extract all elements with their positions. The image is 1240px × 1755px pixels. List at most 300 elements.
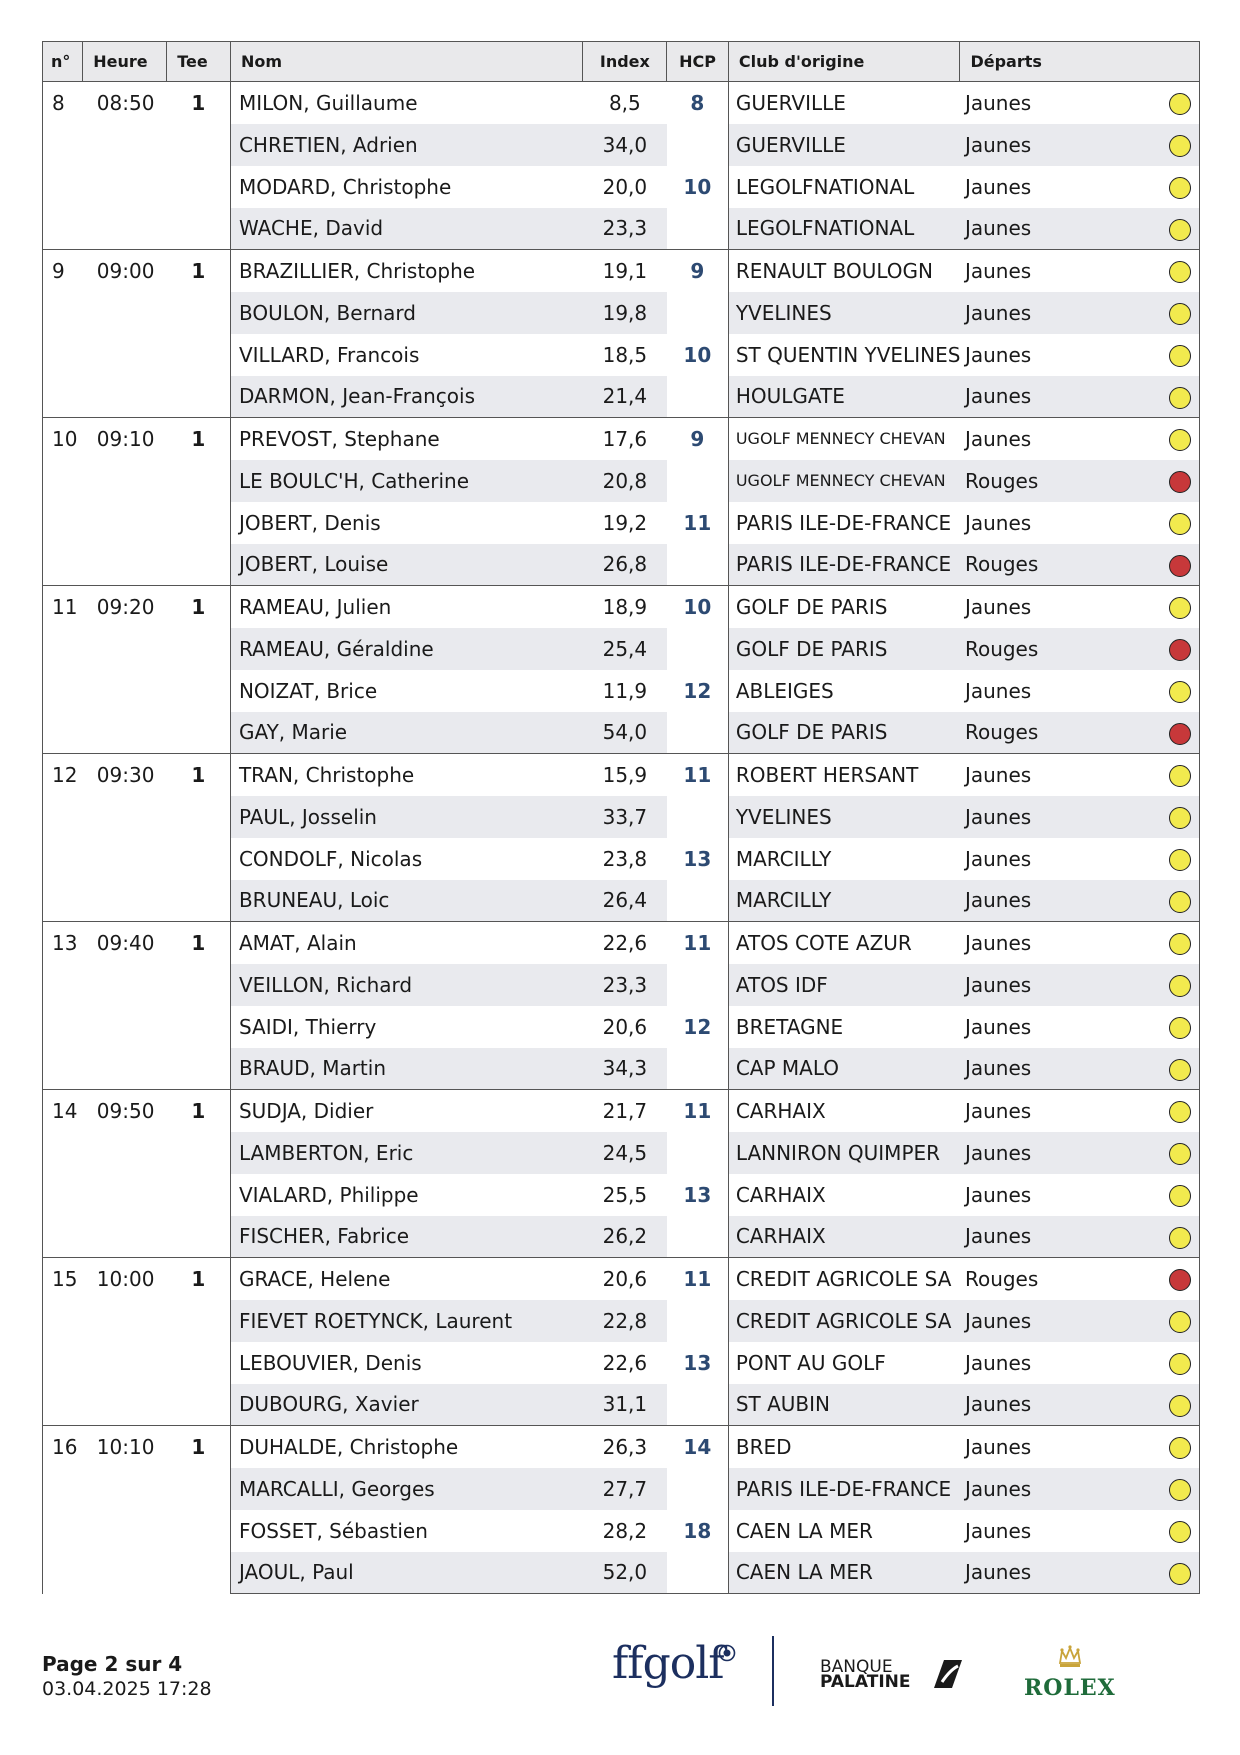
player-departure: Jaunes <box>960 418 1161 460</box>
tee-color-dot-icon <box>1169 387 1191 409</box>
player-row <box>43 922 1200 964</box>
player-name: SUDJA, Didier <box>230 1090 582 1132</box>
page-number: Page 2 sur 4 <box>42 1652 183 1676</box>
tee-time: 09:00 <box>83 250 167 418</box>
player-hcp: 9 <box>667 418 729 460</box>
player-departure: Rouges <box>960 712 1161 754</box>
player-name: BOULON, Bernard <box>230 292 582 334</box>
player-name: JOBERT, Louise <box>230 544 582 586</box>
player-name: BRAUD, Martin <box>230 1048 582 1090</box>
tee-color-dot-icon <box>1169 639 1191 661</box>
player-club: BRED <box>728 1426 960 1468</box>
col-header-club: Club d'origine <box>728 42 960 82</box>
player-hcp: 11 <box>667 1090 729 1132</box>
palatine-label: PALATINE <box>820 1672 911 1692</box>
player-index: 20,8 <box>583 460 667 502</box>
player-name: LEBOUVIER, Denis <box>230 1342 582 1384</box>
start-list-table <box>42 41 1200 1594</box>
tee-color-dot-icon <box>1169 177 1191 199</box>
tee-marker <box>1161 166 1199 208</box>
tee-time: 09:20 <box>83 586 167 754</box>
player-hcp <box>667 1384 729 1426</box>
tee-marker <box>1161 460 1199 502</box>
player-name: DUHALDE, Christophe <box>230 1426 582 1468</box>
player-club: LEGOLFNATIONAL <box>728 208 960 250</box>
player-departure: Jaunes <box>960 124 1161 166</box>
player-name: PREVOST, Stephane <box>230 418 582 460</box>
tee-number: 1 <box>167 1258 231 1426</box>
player-name: DARMON, Jean-François <box>230 376 582 418</box>
col-header-departs: Départs <box>960 42 1200 82</box>
player-index: 26,4 <box>583 880 667 922</box>
player-club: CARHAIX <box>728 1216 960 1258</box>
tee-color-dot-icon <box>1169 1227 1191 1249</box>
player-hcp: 12 <box>667 670 729 712</box>
player-club: CREDIT AGRICOLE SA <box>728 1300 960 1342</box>
tee-number: 1 <box>167 418 231 586</box>
player-hcp <box>667 964 729 1006</box>
tee-marker <box>1161 1006 1199 1048</box>
banque-label: BANQUE <box>820 1657 893 1677</box>
player-departure: Jaunes <box>960 796 1161 838</box>
flight-number: 9 <box>43 250 83 418</box>
tee-color-dot-icon <box>1169 303 1191 325</box>
player-hcp: 14 <box>667 1426 729 1468</box>
tee-marker <box>1161 376 1199 418</box>
player-departure: Jaunes <box>960 1300 1161 1342</box>
player-index: 19,2 <box>602 510 648 535</box>
player-club: GUERVILLE <box>728 82 960 124</box>
col-header-tee: Tee <box>167 42 231 82</box>
player-index: 19,1 <box>583 250 667 292</box>
player-departure: Jaunes <box>960 1384 1161 1426</box>
player-name: MARCALLI, Georges <box>230 1468 582 1510</box>
player-club: CAEN LA MER <box>728 1552 960 1594</box>
player-name: FISCHER, Fabrice <box>230 1216 582 1258</box>
player-hcp: 9 <box>667 250 729 292</box>
player-row <box>43 250 1200 292</box>
player-departure: Jaunes <box>960 964 1161 1006</box>
player-club: CARHAIX <box>728 1090 960 1132</box>
rolex-crown-icon <box>1057 1643 1083 1669</box>
tee-time: 09:40 <box>83 922 167 1090</box>
player-name: FOSSET, Sébastien <box>230 1510 582 1552</box>
tee-marker <box>1161 1048 1199 1090</box>
player-index: 33,7 <box>583 796 667 838</box>
player-index: 11,9 <box>602 678 648 703</box>
player-club: UGOLF MENNECY CHEVAN <box>728 418 960 460</box>
player-name: MILON, Guillaume <box>230 82 582 124</box>
tee-marker <box>1161 796 1199 838</box>
player-departure: Jaunes <box>960 922 1161 964</box>
player-club: MARCILLY <box>728 880 960 922</box>
player-club: ST AUBIN <box>728 1384 960 1426</box>
tee-color-dot-icon <box>1169 891 1191 913</box>
player-departure: Jaunes <box>960 250 1161 292</box>
col-header-number: n° <box>43 42 83 82</box>
tee-marker <box>1161 754 1199 796</box>
player-row <box>43 1426 1200 1468</box>
player-index: 54,0 <box>583 712 667 754</box>
player-club: GUERVILLE <box>728 124 960 166</box>
tee-color-dot-icon <box>1169 1353 1191 1375</box>
player-index: 26,2 <box>583 1216 667 1258</box>
tee-marker <box>1161 1132 1199 1174</box>
player-hcp: 18 <box>667 1510 729 1552</box>
player-index: 34,3 <box>583 1048 667 1090</box>
player-name: NOIZAT, Brice <box>230 670 582 712</box>
player-name: PAUL, Josselin <box>230 796 582 838</box>
player-index: 23,3 <box>583 964 667 1006</box>
player-hcp: 13 <box>667 838 729 880</box>
tee-color-dot-icon <box>1169 471 1191 493</box>
player-departure: Jaunes <box>964 678 1032 703</box>
player-departure: Jaunes <box>960 754 1161 796</box>
tee-marker <box>1161 82 1199 124</box>
ffgolf-mark-icon <box>718 1644 736 1662</box>
player-hcp <box>667 1468 729 1510</box>
player-index: 17,6 <box>583 418 667 460</box>
player-name: VEILLON, Richard <box>230 964 582 1006</box>
player-hcp <box>667 880 729 922</box>
player-hcp <box>667 1300 729 1342</box>
tee-marker <box>1161 1552 1199 1594</box>
tee-marker <box>1161 586 1199 628</box>
player-name: MODARD, Christophe <box>230 166 582 208</box>
player-club: ATOS COTE AZUR <box>728 922 960 964</box>
player-index: 19,8 <box>583 292 667 334</box>
tee-color-dot-icon <box>1169 1017 1191 1039</box>
tee-marker <box>1161 334 1199 376</box>
player-departure: Jaunes <box>960 82 1161 124</box>
flight-number: 14 <box>43 1090 83 1258</box>
flight-number: 8 <box>43 82 83 250</box>
player-club: ABLEIGES <box>728 670 960 712</box>
player-name: GAY, Marie <box>230 712 582 754</box>
player-departure: Jaunes <box>964 1182 1032 1207</box>
player-row <box>43 1258 1200 1300</box>
tee-color-dot-icon <box>1169 807 1191 829</box>
player-hcp <box>667 544 729 586</box>
player-hcp: 10 <box>667 334 729 376</box>
logo-separator <box>772 1636 774 1706</box>
player-index: 20,6 <box>583 1258 667 1300</box>
tee-color-dot-icon <box>1169 1185 1191 1207</box>
player-index: 23,3 <box>583 208 667 250</box>
tee-color-dot-icon <box>1169 597 1191 619</box>
player-name: CONDOLF, Nicolas <box>230 838 582 880</box>
tee-color-dot-icon <box>1169 93 1191 115</box>
player-index: 22,8 <box>583 1300 667 1342</box>
player-name: RAMEAU, Julien <box>230 586 582 628</box>
player-hcp: 8 <box>667 82 729 124</box>
tee-color-dot-icon <box>1169 1395 1191 1417</box>
player-name: VIALARD, Philippe <box>230 1174 582 1216</box>
col-header-index: Index <box>583 42 667 82</box>
tee-marker <box>1161 544 1199 586</box>
player-hcp <box>667 208 729 250</box>
player-index: 18,5 <box>602 342 648 367</box>
player-departure: Jaunes <box>960 1552 1161 1594</box>
player-name: RAMEAU, Géraldine <box>230 628 582 670</box>
print-date: 03.04.2025 17:28 <box>42 1678 212 1700</box>
player-name: LAMBERTON, Eric <box>230 1132 582 1174</box>
player-row <box>43 1090 1200 1132</box>
tee-marker <box>1161 208 1199 250</box>
player-club: GOLF DE PARIS <box>728 586 960 628</box>
player-hcp <box>667 712 729 754</box>
player-index: 18,9 <box>583 586 667 628</box>
player-club: UGOLF MENNECY CHEVAN <box>728 460 960 502</box>
flight-number: 15 <box>43 1258 83 1426</box>
player-name: GRACE, Helene <box>230 1258 582 1300</box>
player-departure: Jaunes <box>964 1350 1032 1375</box>
player-departure: Rouges <box>960 1258 1161 1300</box>
tee-marker <box>1161 922 1199 964</box>
tee-color-dot-icon <box>1169 765 1191 787</box>
player-hcp <box>667 796 729 838</box>
tee-marker <box>1161 712 1199 754</box>
tee-color-dot-icon <box>1169 1563 1191 1585</box>
tee-marker <box>1161 964 1199 1006</box>
player-name: LE BOULC'H, Catherine <box>230 460 582 502</box>
player-club: YVELINES <box>728 292 960 334</box>
tee-marker <box>1161 418 1199 460</box>
player-name: WACHE, David <box>230 208 582 250</box>
player-departure: Jaunes <box>960 586 1161 628</box>
player-hcp: 11 <box>667 502 729 544</box>
tee-color-dot-icon <box>1169 345 1191 367</box>
rolex-logo: ROLEX <box>1024 1675 1116 1701</box>
tee-marker <box>1161 1216 1199 1258</box>
tee-marker <box>1161 670 1199 712</box>
player-index: 26,3 <box>583 1426 667 1468</box>
player-index: 20,6 <box>602 1014 648 1039</box>
player-name: TRAN, Christophe <box>230 754 582 796</box>
banque-palatine-logo <box>820 1657 911 1692</box>
player-club: PARIS ILE-DE-FRANCE <box>728 502 960 544</box>
player-index: 21,4 <box>583 376 667 418</box>
player-index: 27,7 <box>583 1468 667 1510</box>
player-club: LEGOLFNATIONAL <box>728 166 960 208</box>
tee-time: 08:50 <box>83 82 167 250</box>
tee-color-dot-icon <box>1169 1269 1191 1291</box>
tee-number: 1 <box>167 754 231 922</box>
tee-color-dot-icon <box>1169 1311 1191 1333</box>
tee-marker <box>1161 1258 1199 1300</box>
player-index: 24,5 <box>583 1132 667 1174</box>
tee-color-dot-icon <box>1169 1143 1191 1165</box>
tee-time: 10:10 <box>83 1426 167 1594</box>
tee-time: 10:00 <box>83 1258 167 1426</box>
tee-marker <box>1161 124 1199 166</box>
tee-color-dot-icon <box>1169 219 1191 241</box>
tee-color-dot-icon <box>1169 723 1191 745</box>
flight-number: 13 <box>43 922 83 1090</box>
player-name: VILLARD, Francois <box>230 334 582 376</box>
player-hcp <box>667 1132 729 1174</box>
player-name: FIEVET ROETYNCK, Laurent <box>230 1300 582 1342</box>
tee-color-dot-icon <box>1169 1521 1191 1543</box>
player-club: MARCILLY <box>728 838 960 880</box>
tee-marker <box>1161 1426 1199 1468</box>
tee-time: 09:50 <box>83 1090 167 1258</box>
player-departure: Jaunes <box>964 1518 1032 1543</box>
player-club: PARIS ILE-DE-FRANCE <box>728 544 960 586</box>
player-club: CARHAIX <box>728 1174 960 1216</box>
player-hcp <box>667 460 729 502</box>
player-departure: Jaunes <box>960 1468 1161 1510</box>
player-index: 25,4 <box>583 628 667 670</box>
player-name: BRAZILLIER, Christophe <box>230 250 582 292</box>
player-club: ROBERT HERSANT <box>728 754 960 796</box>
player-club: YVELINES <box>728 796 960 838</box>
start-list-body <box>43 82 1200 1594</box>
player-departure: Jaunes <box>960 208 1161 250</box>
ffgolf-logo: ffgolf <box>612 1638 724 1689</box>
tee-marker <box>1161 838 1199 880</box>
tee-marker <box>1161 502 1199 544</box>
tee-marker <box>1161 250 1199 292</box>
tee-color-dot-icon <box>1169 1059 1191 1081</box>
player-hcp <box>667 292 729 334</box>
tee-color-dot-icon <box>1169 975 1191 997</box>
player-club: PARIS ILE-DE-FRANCE <box>728 1468 960 1510</box>
player-departure: Rouges <box>960 544 1161 586</box>
tee-color-dot-icon <box>1169 1479 1191 1501</box>
player-hcp <box>667 628 729 670</box>
player-name: BRUNEAU, Loic <box>230 880 582 922</box>
tee-color-dot-icon <box>1169 261 1191 283</box>
tee-color-dot-icon <box>1169 429 1191 451</box>
flight-number: 12 <box>43 754 83 922</box>
player-hcp <box>667 1216 729 1258</box>
player-departure: Jaunes <box>960 1132 1161 1174</box>
player-index: 31,1 <box>583 1384 667 1426</box>
player-index: 20,0 <box>602 174 648 199</box>
player-index: 15,9 <box>583 754 667 796</box>
tee-color-dot-icon <box>1169 681 1191 703</box>
player-departure: Jaunes <box>960 1216 1161 1258</box>
player-hcp <box>667 376 729 418</box>
flight-number: 11 <box>43 586 83 754</box>
player-index: 8,5 <box>583 82 667 124</box>
tee-marker <box>1161 1174 1199 1216</box>
player-name: AMAT, Alain <box>230 922 582 964</box>
player-hcp: 11 <box>667 922 729 964</box>
player-departure: Jaunes <box>964 1014 1032 1039</box>
tee-marker <box>1161 1510 1199 1552</box>
player-club: ST QUENTIN YVELINES <box>728 334 960 376</box>
player-row <box>43 418 1200 460</box>
player-hcp <box>667 1048 729 1090</box>
player-hcp: 10 <box>667 166 729 208</box>
player-club: LANNIRON QUIMPER <box>728 1132 960 1174</box>
player-hcp: 12 <box>667 1006 729 1048</box>
player-club: RENAULT BOULOGN <box>728 250 960 292</box>
player-departure: Jaunes <box>964 510 1032 535</box>
player-hcp: 10 <box>667 586 729 628</box>
player-row <box>43 586 1200 628</box>
player-club: CAEN LA MER <box>728 1510 960 1552</box>
tee-color-dot-icon <box>1169 135 1191 157</box>
tee-marker <box>1161 880 1199 922</box>
player-departure: Jaunes <box>960 880 1161 922</box>
player-hcp: 13 <box>667 1174 729 1216</box>
player-departure: Jaunes <box>960 1090 1161 1132</box>
player-club: ATOS IDF <box>728 964 960 1006</box>
player-index: 52,0 <box>583 1552 667 1594</box>
player-index: 23,8 <box>602 846 648 871</box>
tee-marker <box>1161 292 1199 334</box>
player-name: DUBOURG, Xavier <box>230 1384 582 1426</box>
tee-number: 1 <box>167 250 231 418</box>
player-departure: Jaunes <box>960 1426 1161 1468</box>
tee-time: 09:30 <box>83 754 167 922</box>
player-hcp: 13 <box>667 1342 729 1384</box>
player-departure: Jaunes <box>964 174 1032 199</box>
player-hcp: 11 <box>667 1258 729 1300</box>
player-index: 34,0 <box>583 124 667 166</box>
tee-color-dot-icon <box>1169 555 1191 577</box>
player-club: BRETAGNE <box>728 1006 960 1048</box>
player-row <box>43 754 1200 796</box>
player-index: 22,6 <box>602 1350 648 1375</box>
tee-color-dot-icon <box>1169 849 1191 871</box>
player-departure: Jaunes <box>964 846 1032 871</box>
player-departure: Jaunes <box>960 292 1161 334</box>
player-club: CREDIT AGRICOLE SA <box>728 1258 960 1300</box>
col-header-nom: Nom <box>230 42 582 82</box>
tee-marker <box>1161 628 1199 670</box>
tee-number: 1 <box>167 82 231 250</box>
tee-marker <box>1161 1300 1199 1342</box>
player-name: JAOUL, Paul <box>230 1552 582 1594</box>
palatine-sail-icon <box>928 1656 964 1690</box>
player-name: JOBERT, Denis <box>230 502 582 544</box>
player-index: 25,5 <box>602 1182 648 1207</box>
tee-marker <box>1161 1384 1199 1426</box>
table-header-row <box>43 42 1200 82</box>
player-club: CAP MALO <box>728 1048 960 1090</box>
tee-marker <box>1161 1342 1199 1384</box>
player-name: CHRETIEN, Adrien <box>230 124 582 166</box>
player-departure: Jaunes <box>964 342 1032 367</box>
player-hcp <box>667 124 729 166</box>
col-header-hcp: HCP <box>667 42 729 82</box>
player-hcp: 11 <box>667 754 729 796</box>
player-club: HOULGATE <box>728 376 960 418</box>
player-hcp <box>667 1552 729 1594</box>
flight-number: 16 <box>43 1426 83 1594</box>
player-index: 22,6 <box>583 922 667 964</box>
player-name: SAIDI, Thierry <box>230 1006 582 1048</box>
tee-color-dot-icon <box>1169 513 1191 535</box>
player-row <box>43 82 1200 124</box>
player-index: 28,2 <box>602 1518 648 1543</box>
player-club: PONT AU GOLF <box>728 1342 960 1384</box>
tee-color-dot-icon <box>1169 933 1191 955</box>
player-departure: Rouges <box>960 460 1161 502</box>
tee-color-dot-icon <box>1169 1437 1191 1459</box>
col-header-heure: Heure <box>83 42 167 82</box>
tee-number: 1 <box>167 1426 231 1594</box>
tee-number: 1 <box>167 1090 231 1258</box>
player-index: 26,8 <box>583 544 667 586</box>
tee-marker <box>1161 1468 1199 1510</box>
tee-time: 09:10 <box>83 418 167 586</box>
player-club: GOLF DE PARIS <box>728 628 960 670</box>
